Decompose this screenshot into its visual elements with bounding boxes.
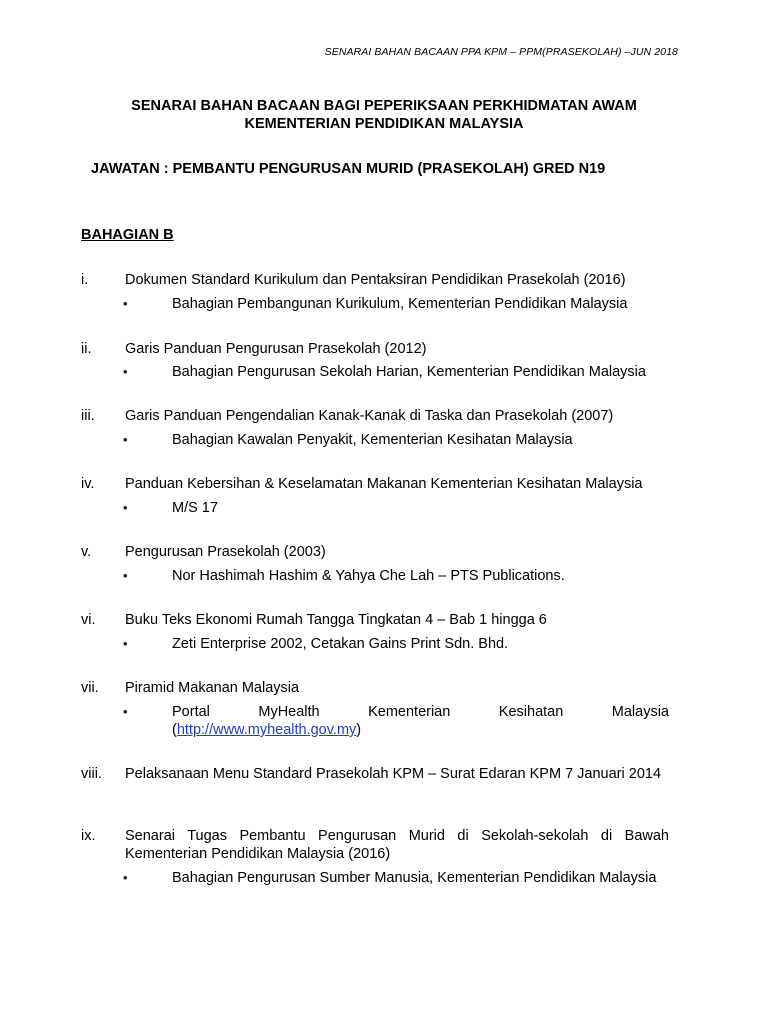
bullet-icon: •	[123, 568, 128, 583]
sub-item-text: Bahagian Pengurusan Sumber Manusia, Kementerian Pendidikan Malaysia	[172, 870, 657, 886]
bullet-icon: •	[123, 636, 128, 651]
sub-item-text: Bahagian Kawalan Penyakit, Kementerian Kesihatan Malaysia	[172, 432, 573, 448]
bullet-icon: •	[123, 870, 128, 885]
position-title: JAWATAN : PEMBANTU PENGURUSAN MURID (PRASEKOLAH) GRED N19	[91, 161, 606, 177]
bullet-icon: •	[123, 296, 128, 311]
bullet-icon: •	[123, 432, 128, 447]
item-title: Garis Panduan Pengurusan Prasekolah (2012)	[125, 341, 427, 357]
sub-item-text: Bahagian Pengurusan Sekolah Harian, Kementerian Pendidikan Malaysia	[172, 364, 646, 380]
myhealth-link[interactable]: http://www.myhealth.gov.my	[176, 722, 357, 738]
title-line-2: KEMENTERIAN PENDIDIKAN MALAYSIA	[244, 116, 524, 132]
sub-item-text: M/S 17	[172, 500, 218, 516]
item-number: i.	[81, 272, 89, 288]
item-title: Dokumen Standard Kurikulum dan Pentaksiran Pendidikan Prasekolah (2016)	[125, 272, 626, 288]
item-title: Pengurusan Prasekolah (2003)	[125, 544, 326, 560]
item-title: Pelaksanaan Menu Standard Prasekolah KPM – Surat Edaran KPM 7 Januari 2014	[125, 766, 662, 782]
item-title: Buku Teks Ekonomi Rumah Tangga Tingkatan 4 – Bab 1 hingga 6	[125, 612, 547, 628]
sub-item-text: Zeti Enterprise 2002, Cetakan Gains Print Sdn. Bhd.	[172, 636, 509, 652]
item-title: Senarai Tugas Pembantu Pengurusan Murid di Sekolah-sekolah di Bawah Kementerian Pendidikan Malaysia (2016)	[125, 828, 669, 862]
section-title: BAHAGIAN B	[81, 227, 174, 243]
sub-item-text	[172, 703, 669, 739]
item-number: v.	[81, 544, 92, 560]
sub-item-line: Portal MyHealth Kementerian Kesihatan Malaysia	[172, 704, 669, 720]
sub-item-text: Bahagian Pembangunan Kurikulum, Kementerian Pendidikan Malaysia	[172, 296, 628, 312]
item-number: vi.	[81, 612, 96, 628]
item-number: iv.	[81, 476, 95, 492]
item-title: Panduan Kebersihan & Keselamatan Makanan Kementerian Kesihatan Malaysia	[125, 476, 643, 492]
bullet-icon: •	[123, 500, 128, 515]
item-number: ix.	[81, 828, 96, 844]
link-line: (http://www.myhealth.gov.my)	[172, 722, 362, 738]
bullet-icon: •	[123, 704, 128, 719]
item-title: Garis Panduan Pengendalian Kanak-Kanak di Taska dan Prasekolah (2007)	[125, 408, 614, 424]
item-title: Piramid Makanan Malaysia	[125, 680, 300, 696]
item-number: vii.	[81, 680, 99, 696]
item-number: viii.	[81, 766, 102, 782]
running-header: SENARAI BAHAN BACAAN PPA KPM – PPM(PRASEKOLAH) –JUN 2018	[324, 46, 678, 58]
item-number: iii.	[81, 408, 95, 424]
title-line-1: SENARAI BAHAN BACAAN BAGI PEPERIKSAAN PERKHIDMATAN AWAM	[131, 98, 637, 114]
document-title	[0, 97, 768, 133]
item-number: ii.	[81, 341, 92, 357]
bullet-icon: •	[123, 364, 128, 379]
sub-item-text: Nor Hashimah Hashim & Yahya Che Lah – PTS Publications.	[172, 568, 565, 584]
